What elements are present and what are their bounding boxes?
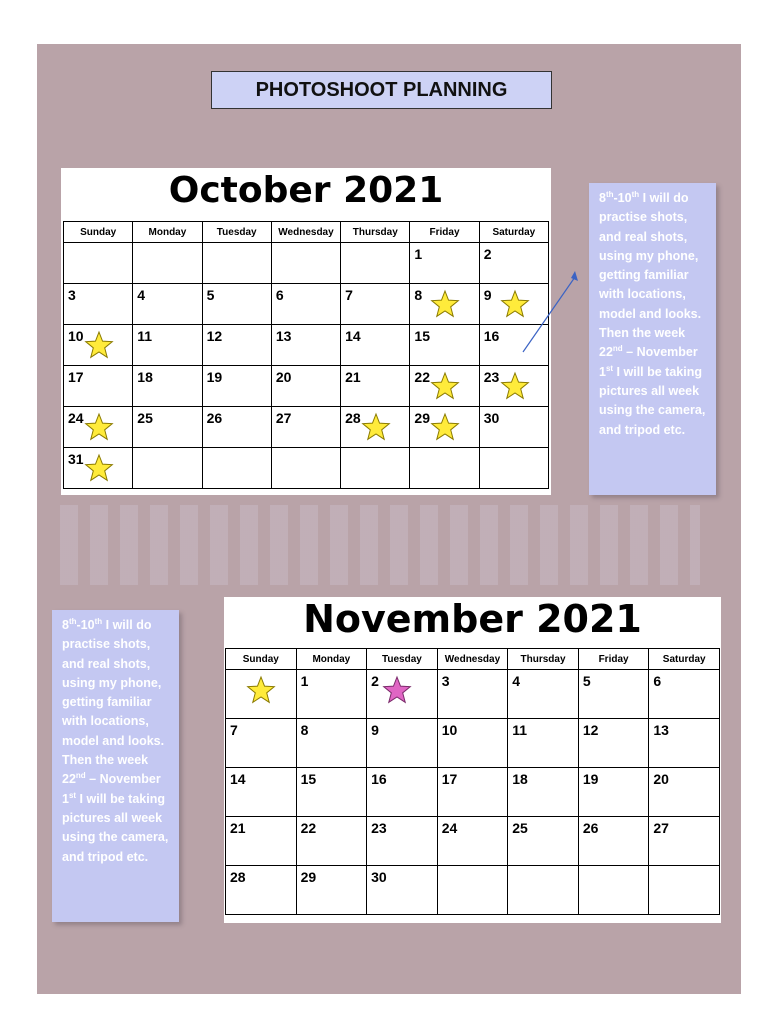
day-cell bbox=[649, 768, 720, 817]
november-calendar bbox=[224, 597, 721, 923]
weekday-header: Thursday bbox=[341, 222, 410, 243]
day-cell bbox=[296, 719, 367, 768]
day-number: 20 bbox=[275, 369, 292, 385]
day-cell bbox=[367, 719, 438, 768]
week-row bbox=[64, 407, 549, 448]
weekday-header: Thursday bbox=[508, 649, 579, 670]
day-number: 16 bbox=[371, 771, 387, 787]
day-cell bbox=[410, 243, 479, 284]
week-row bbox=[226, 817, 720, 866]
day-number: 18 bbox=[512, 771, 528, 787]
day-number: 18 bbox=[137, 369, 153, 385]
day-cell bbox=[367, 866, 438, 915]
day-cell bbox=[133, 448, 202, 489]
day-cell bbox=[226, 768, 297, 817]
day-number: 5 bbox=[206, 287, 215, 303]
day-number: 21 bbox=[345, 369, 361, 385]
week-row bbox=[226, 866, 720, 915]
day-cell bbox=[437, 670, 508, 719]
day-cell bbox=[341, 448, 410, 489]
day-cell bbox=[508, 817, 579, 866]
arrow-icon bbox=[515, 265, 585, 360]
weekday-header: Saturday bbox=[479, 222, 548, 243]
day-cell bbox=[271, 448, 340, 489]
weekday-header: Tuesday bbox=[367, 649, 438, 670]
day-number: 25 bbox=[137, 410, 153, 426]
day-cell bbox=[296, 817, 367, 866]
day-number: 12 bbox=[582, 722, 599, 738]
day-cell bbox=[367, 670, 438, 719]
day-number: 2 bbox=[483, 246, 492, 262]
october-calendar bbox=[61, 168, 551, 495]
day-number: 7 bbox=[345, 287, 353, 303]
note-text: 8th-10th I will do practise shots, and real shots, using my phone, getting familiar with locations, model and looks. Then the week 22nd – November 1st I will be taking pictures all week using the camera, and tripod etc. bbox=[599, 189, 706, 437]
faded-watermark bbox=[60, 505, 700, 585]
day-number: 19 bbox=[582, 771, 599, 787]
day-cell bbox=[367, 768, 438, 817]
weekday-header: Monday bbox=[296, 649, 367, 670]
november-title: November 2021 bbox=[303, 597, 642, 641]
day-cell bbox=[649, 817, 720, 866]
weekday-header: Wednesday bbox=[437, 649, 508, 670]
day-cell bbox=[410, 284, 479, 325]
day-cell bbox=[479, 448, 548, 489]
day-number: 8 bbox=[300, 722, 309, 738]
day-cell bbox=[479, 407, 548, 448]
day-number: 12 bbox=[206, 328, 223, 344]
day-cell bbox=[578, 768, 649, 817]
note-text: 8th-10th I will do practise shots, and real shots, using my phone, getting familiar with locations, model and looks. Then the week 22nd – November 1st I will be taking pictures all week using the camera, and tripod etc. bbox=[62, 616, 169, 864]
day-cell bbox=[64, 243, 133, 284]
day-number: 14 bbox=[345, 328, 361, 344]
day-number: 29 bbox=[414, 410, 430, 426]
day-number: 24 bbox=[441, 820, 458, 836]
day-cell bbox=[226, 817, 297, 866]
day-number: 9 bbox=[483, 287, 492, 303]
day-cell bbox=[202, 243, 271, 284]
week-row bbox=[64, 366, 549, 407]
day-cell bbox=[133, 366, 202, 407]
day-number: 1 bbox=[300, 673, 309, 689]
day-number: 9 bbox=[371, 722, 379, 738]
day-number: 3 bbox=[68, 287, 76, 303]
day-cell bbox=[410, 325, 479, 366]
day-number: 11 bbox=[137, 328, 153, 344]
day-number: 19 bbox=[206, 369, 223, 385]
weekday-header: Saturday bbox=[649, 649, 720, 670]
weekday-header: Wednesday bbox=[271, 222, 340, 243]
yellow-star-icon bbox=[84, 330, 114, 360]
day-number: 20 bbox=[653, 771, 669, 787]
day-number: 26 bbox=[206, 410, 223, 426]
yellow-star-icon bbox=[84, 453, 114, 483]
day-number: 31 bbox=[68, 451, 84, 467]
day-cell bbox=[341, 284, 410, 325]
day-number: 30 bbox=[371, 869, 387, 885]
day-cell bbox=[508, 866, 579, 915]
week-row bbox=[226, 719, 720, 768]
day-number: 6 bbox=[275, 287, 284, 303]
day-number: 15 bbox=[300, 771, 317, 787]
day-cell bbox=[341, 407, 410, 448]
week-row bbox=[226, 768, 720, 817]
day-cell bbox=[437, 719, 508, 768]
day-number: 11 bbox=[512, 722, 528, 738]
day-cell bbox=[578, 670, 649, 719]
day-number: 22 bbox=[414, 369, 430, 385]
day-number: 7 bbox=[230, 722, 238, 738]
day-cell bbox=[341, 325, 410, 366]
day-number: 4 bbox=[512, 673, 521, 689]
day-number: 17 bbox=[68, 369, 84, 385]
day-number: 14 bbox=[230, 771, 246, 787]
day-cell bbox=[296, 866, 367, 915]
day-cell bbox=[226, 719, 297, 768]
day-cell bbox=[649, 670, 720, 719]
day-cell bbox=[64, 407, 133, 448]
day-cell bbox=[367, 817, 438, 866]
day-cell bbox=[202, 407, 271, 448]
day-cell bbox=[133, 284, 202, 325]
day-cell bbox=[296, 670, 367, 719]
day-number: 13 bbox=[275, 328, 292, 344]
day-number: 27 bbox=[275, 410, 292, 426]
day-number: 10 bbox=[68, 328, 84, 344]
day-cell bbox=[341, 366, 410, 407]
day-cell bbox=[133, 325, 202, 366]
weekday-header: Monday bbox=[133, 222, 202, 243]
day-cell bbox=[649, 719, 720, 768]
day-cell bbox=[133, 407, 202, 448]
yellow-star-icon bbox=[361, 412, 391, 442]
day-number: 25 bbox=[512, 820, 528, 836]
day-cell bbox=[133, 243, 202, 284]
day-number: 30 bbox=[483, 410, 500, 426]
yellow-star-icon bbox=[430, 289, 460, 319]
page-title: PHOTOSHOOT PLANNING bbox=[255, 78, 508, 101]
day-number: 13 bbox=[653, 722, 669, 738]
day-cell bbox=[410, 366, 479, 407]
day-cell bbox=[578, 817, 649, 866]
day-cell bbox=[271, 325, 340, 366]
day-cell bbox=[410, 407, 479, 448]
week-row bbox=[64, 448, 549, 489]
day-number: 24 bbox=[68, 410, 84, 426]
day-cell bbox=[578, 866, 649, 915]
day-cell bbox=[508, 670, 579, 719]
day-number: 8 bbox=[414, 287, 423, 303]
day-number: 10 bbox=[441, 722, 458, 738]
day-cell bbox=[202, 325, 271, 366]
day-number: 26 bbox=[582, 820, 599, 836]
day-cell bbox=[649, 866, 720, 915]
day-number: 21 bbox=[230, 820, 246, 836]
day-cell bbox=[271, 243, 340, 284]
planning-note-right bbox=[589, 183, 716, 495]
weekday-header: Tuesday bbox=[202, 222, 271, 243]
weekday-header: Sunday bbox=[226, 649, 297, 670]
day-cell bbox=[64, 366, 133, 407]
day-number: 29 bbox=[300, 869, 317, 885]
week-row bbox=[226, 670, 720, 719]
day-number: 27 bbox=[653, 820, 669, 836]
weekday-header: Friday bbox=[410, 222, 479, 243]
yellow-star-icon bbox=[430, 371, 460, 401]
yellow-star-icon bbox=[246, 675, 276, 705]
day-cell bbox=[410, 448, 479, 489]
day-cell bbox=[437, 817, 508, 866]
day-cell bbox=[226, 866, 297, 915]
day-cell bbox=[271, 407, 340, 448]
day-cell bbox=[437, 866, 508, 915]
day-number: 6 bbox=[653, 673, 662, 689]
week-row bbox=[64, 243, 549, 284]
yellow-star-icon bbox=[500, 371, 530, 401]
day-number: 4 bbox=[137, 287, 146, 303]
day-cell bbox=[341, 243, 410, 284]
day-number: 15 bbox=[414, 328, 430, 344]
day-number: 23 bbox=[371, 820, 387, 836]
day-number: 1 bbox=[414, 246, 423, 262]
october-title: October 2021 bbox=[168, 170, 444, 211]
day-cell bbox=[271, 284, 340, 325]
day-number: 28 bbox=[345, 410, 361, 426]
yellow-star-icon bbox=[84, 412, 114, 442]
day-cell bbox=[202, 448, 271, 489]
day-cell bbox=[271, 366, 340, 407]
day-cell bbox=[508, 768, 579, 817]
day-cell bbox=[64, 448, 133, 489]
week-row bbox=[64, 284, 549, 325]
november-grid bbox=[225, 648, 720, 915]
day-cell bbox=[202, 366, 271, 407]
day-number: 22 bbox=[300, 820, 317, 836]
day-cell bbox=[64, 284, 133, 325]
day-cell bbox=[508, 719, 579, 768]
day-number: 28 bbox=[230, 869, 246, 885]
day-number: 16 bbox=[483, 328, 500, 344]
day-cell bbox=[437, 768, 508, 817]
day-number: 3 bbox=[441, 673, 450, 689]
day-cell bbox=[64, 325, 133, 366]
weekday-header: Friday bbox=[578, 649, 649, 670]
day-number: 2 bbox=[371, 673, 379, 689]
day-cell bbox=[578, 719, 649, 768]
day-number: 23 bbox=[483, 369, 500, 385]
planning-note-left bbox=[52, 610, 179, 922]
day-cell bbox=[479, 366, 548, 407]
october-grid bbox=[63, 221, 549, 489]
weekday-header: Sunday bbox=[64, 222, 133, 243]
title-box bbox=[211, 71, 552, 109]
week-row bbox=[64, 325, 549, 366]
yellow-star-icon bbox=[430, 412, 460, 442]
day-number: 17 bbox=[441, 771, 458, 787]
day-cell bbox=[202, 284, 271, 325]
day-cell bbox=[296, 768, 367, 817]
pink-star-icon bbox=[382, 675, 412, 705]
day-number: 5 bbox=[582, 673, 591, 689]
day-cell bbox=[226, 670, 297, 719]
